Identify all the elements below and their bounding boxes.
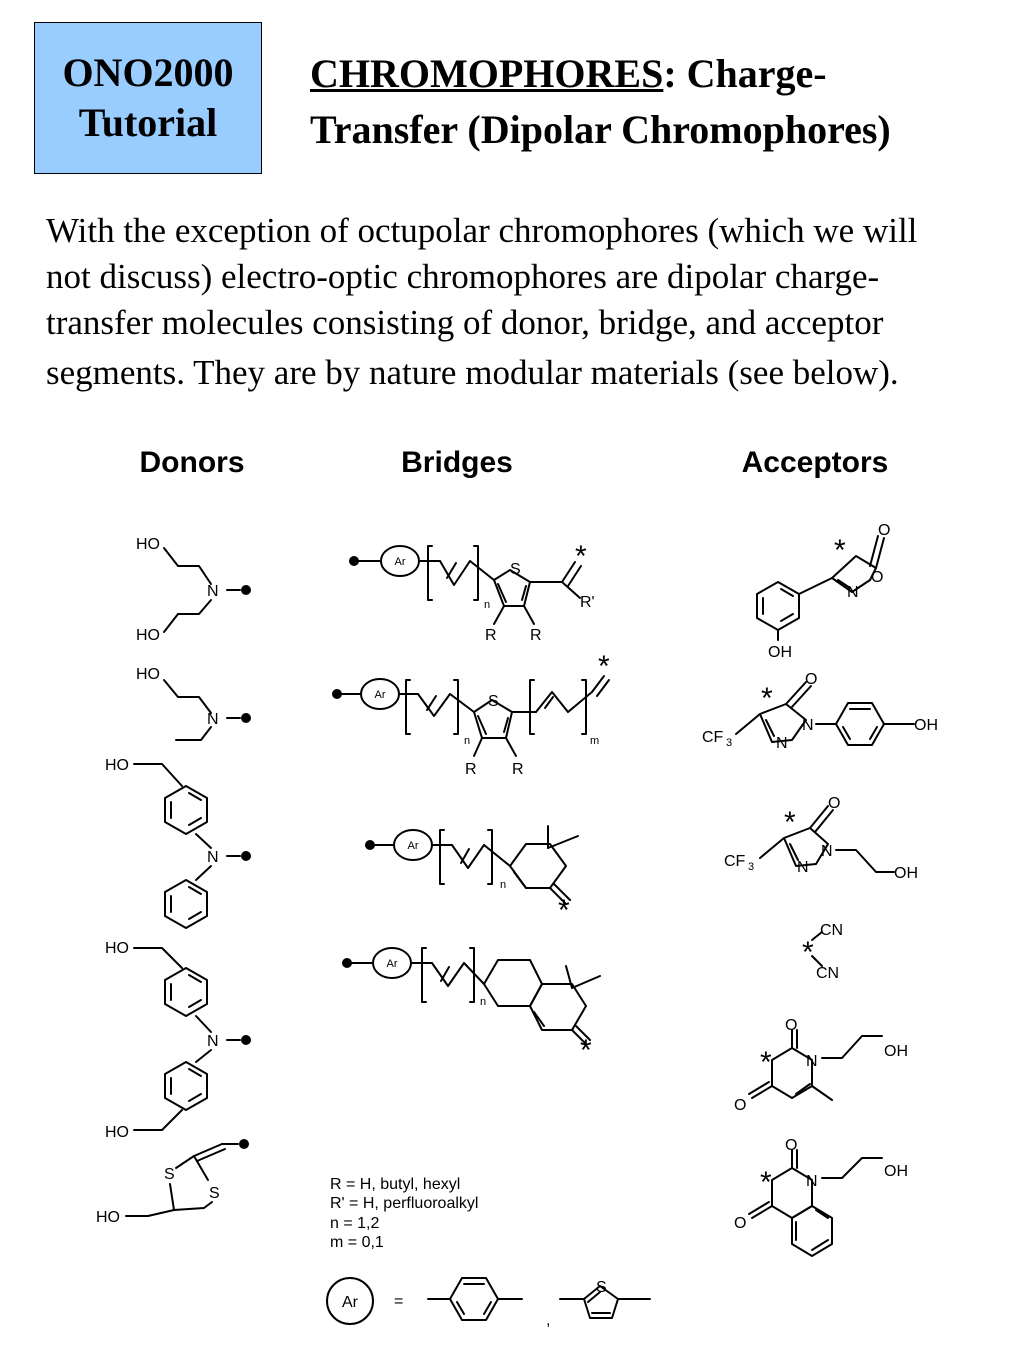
atom-label: OH <box>884 1043 908 1060</box>
acceptor-1 <box>757 522 890 661</box>
attachment-dot <box>241 851 251 861</box>
atom-label: S <box>209 1185 220 1202</box>
intro-line: not discuss) electro-optic chromophores are dipolar charge- <box>46 257 880 296</box>
atom-label: HO <box>105 757 129 774</box>
acceptor-4 <box>802 922 843 982</box>
badge-line-1: ONO2000 <box>62 50 234 95</box>
atom-label: O <box>871 569 884 586</box>
title-rest: : Charge- <box>663 51 827 96</box>
atom-label: S <box>596 1279 607 1296</box>
atom-label: N <box>207 1033 219 1050</box>
definition-rprime: R' = H, perfluoroalkyl <box>330 1195 479 1212</box>
bridges-header: Bridges <box>401 446 513 479</box>
title-line-2: Transfer (Dipolar Chromophores) <box>310 107 891 152</box>
atom-label: R <box>512 761 524 778</box>
donors-header: Donors <box>139 446 245 479</box>
attachment-dot <box>241 713 251 723</box>
subscript-m: m <box>590 735 600 747</box>
atom-label: HO <box>105 1124 129 1141</box>
subscript-n: n <box>464 735 471 747</box>
atom-label: R <box>530 627 542 644</box>
ar-label: Ar <box>394 556 406 568</box>
atom-label: OH <box>914 717 938 734</box>
atom-label: N <box>207 849 219 866</box>
atom-label: N <box>821 843 833 860</box>
atom-label: HO <box>136 536 160 553</box>
atom-label: R' <box>580 594 595 611</box>
star-marker: * <box>760 1166 772 1199</box>
ar-label: Ar <box>407 840 419 852</box>
ar-legend <box>327 1278 650 1329</box>
definition-n: n = 1,2 <box>330 1215 380 1232</box>
atom-label: N <box>797 859 809 876</box>
acceptor-2 <box>702 671 938 752</box>
donor-4 <box>105 940 251 1141</box>
acceptor-3 <box>724 795 918 882</box>
intro-line: segments. They are by nature modular materials (see below). <box>46 353 899 392</box>
ar-label: Ar <box>374 689 386 701</box>
definition-r: R = H, butyl, hexyl <box>330 1176 461 1193</box>
star-marker: * <box>598 650 610 683</box>
star-marker: * <box>761 682 773 715</box>
donor-5 <box>96 1139 249 1226</box>
subscript-3: 3 <box>726 737 733 749</box>
subscript-n: n <box>500 879 507 891</box>
atom-label: O <box>734 1097 747 1114</box>
atom-label: N <box>847 584 859 601</box>
star-marker: * <box>558 894 570 927</box>
atom-label: N <box>806 1173 818 1190</box>
donor-3 <box>105 757 251 928</box>
atom-label: OH <box>884 1163 908 1180</box>
atom-label: HO <box>136 627 160 644</box>
attachment-dot <box>239 1139 249 1149</box>
ar-label: Ar <box>386 958 398 970</box>
atom-label: O <box>734 1215 747 1232</box>
atom-label: S <box>164 1166 175 1183</box>
bridge-1 <box>349 540 595 644</box>
star-marker: * <box>784 806 796 839</box>
ar-label: Ar <box>342 1294 358 1311</box>
star-marker: * <box>834 534 846 567</box>
atom-label: CF <box>724 853 746 870</box>
donor-2 <box>136 666 251 740</box>
atom-label: HO <box>136 666 160 683</box>
bridge-3 <box>365 826 578 927</box>
atom-label: O <box>805 671 818 688</box>
atom-label: N <box>806 1053 818 1070</box>
acceptors-header: Acceptors <box>741 446 889 479</box>
atom-label: O <box>785 1017 798 1034</box>
bridge-4 <box>342 948 600 1067</box>
atom-label: N <box>802 717 814 734</box>
atom-label: R <box>485 627 497 644</box>
star-marker: * <box>760 1046 772 1079</box>
atom-label: N <box>207 711 219 728</box>
attachment-dot <box>241 1035 251 1045</box>
definition-m: m = 0,1 <box>330 1234 384 1251</box>
donor-1 <box>136 536 251 644</box>
atom-label: N <box>207 583 219 600</box>
atom-label: CN <box>820 922 844 939</box>
atom-label: HO <box>96 1209 120 1226</box>
atom-label: CN <box>816 965 840 982</box>
star-marker: * <box>575 540 587 573</box>
atom-label: S <box>488 693 499 710</box>
subscript-n: n <box>480 996 487 1008</box>
atom-label: O <box>785 1137 798 1154</box>
atom-label: OH <box>768 644 792 661</box>
subscript-3: 3 <box>748 861 755 873</box>
star-marker: * <box>580 1034 592 1067</box>
equals-sign: = <box>394 1293 404 1310</box>
subscript-n: n <box>484 599 491 611</box>
badge-line-2: Tutorial <box>78 100 218 145</box>
atom-label: OH <box>894 865 918 882</box>
atom-label: CF <box>702 729 724 746</box>
acceptor-5 <box>734 1017 908 1114</box>
atom-label: HO <box>105 940 129 957</box>
atom-label: S <box>510 561 521 578</box>
title-keyword: CHROMOPHORES <box>310 51 664 96</box>
atom-label: O <box>828 795 841 812</box>
intro-line: transfer molecules consisting of donor, bridge, and acceptor <box>46 303 884 342</box>
bridge-2 <box>332 650 610 778</box>
intro-line: With the exception of octupolar chromophores (which we will <box>46 211 918 250</box>
acceptor-6 <box>734 1137 908 1256</box>
attachment-dot <box>241 585 251 595</box>
substituent-definitions <box>330 1176 478 1251</box>
atom-label: O <box>878 522 891 539</box>
comma: , <box>546 1312 551 1329</box>
atom-label: R <box>465 761 477 778</box>
star-marker: * <box>802 936 814 969</box>
atom-label: N <box>776 735 788 752</box>
